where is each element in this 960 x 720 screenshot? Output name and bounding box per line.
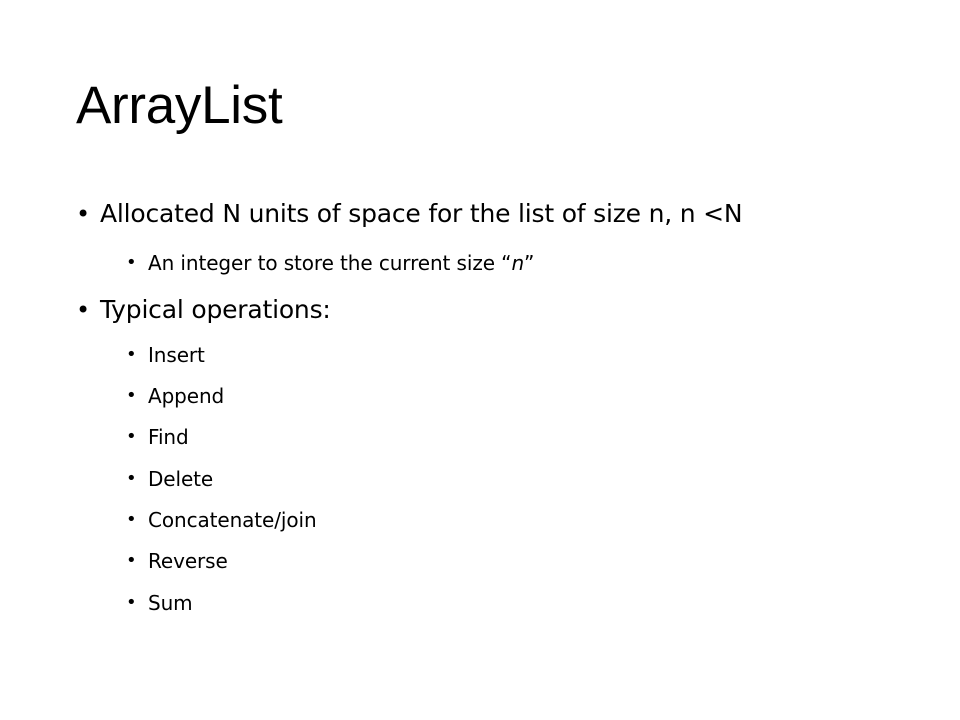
subbullet-insert <box>126 341 926 375</box>
subbullet-find <box>126 423 926 457</box>
bullet-dot: • <box>76 296 90 324</box>
bullet-text: Typical operations: <box>100 295 331 324</box>
subbullet-text: Insert <box>148 343 205 367</box>
subbullet-current-size <box>126 249 926 283</box>
bullet-dot: • <box>126 509 137 530</box>
bullet-dot: • <box>126 385 137 406</box>
subbullet-sum <box>126 589 926 623</box>
slide-title: ArrayList <box>76 76 283 135</box>
subbullet-delete <box>126 465 926 499</box>
bullet-dot: • <box>126 344 137 365</box>
subbullet-text-end: ” <box>524 251 535 275</box>
subbullet-concatenate <box>126 506 926 540</box>
bullet-dot: • <box>126 550 137 571</box>
subbullet-text: Find <box>148 425 189 449</box>
subbullet-text: Append <box>148 384 225 408</box>
bullet-dot: • <box>126 252 137 273</box>
subbullet-text-start: An integer to store the current size “ <box>148 251 512 275</box>
bullet-dot: • <box>126 426 137 447</box>
subbullet-append <box>126 382 926 416</box>
subbullet-text: Delete <box>148 467 214 491</box>
subbullet-text: Concatenate/join <box>148 508 317 532</box>
subbullet-text <box>148 249 534 277</box>
bullet-dot: • <box>126 592 137 613</box>
subbullet-reverse <box>126 547 926 581</box>
bullet-typical-operations <box>76 294 876 328</box>
subbullet-text-italic: n <box>511 251 525 275</box>
subbullet-text: Sum <box>148 591 193 615</box>
bullet-dot: • <box>76 200 90 228</box>
bullet-allocated <box>76 198 876 232</box>
subbullet-text: Reverse <box>148 549 228 573</box>
bullet-dot: • <box>126 468 137 489</box>
bullet-text: Allocated N units of space for the list of size n, n <N <box>100 199 743 228</box>
